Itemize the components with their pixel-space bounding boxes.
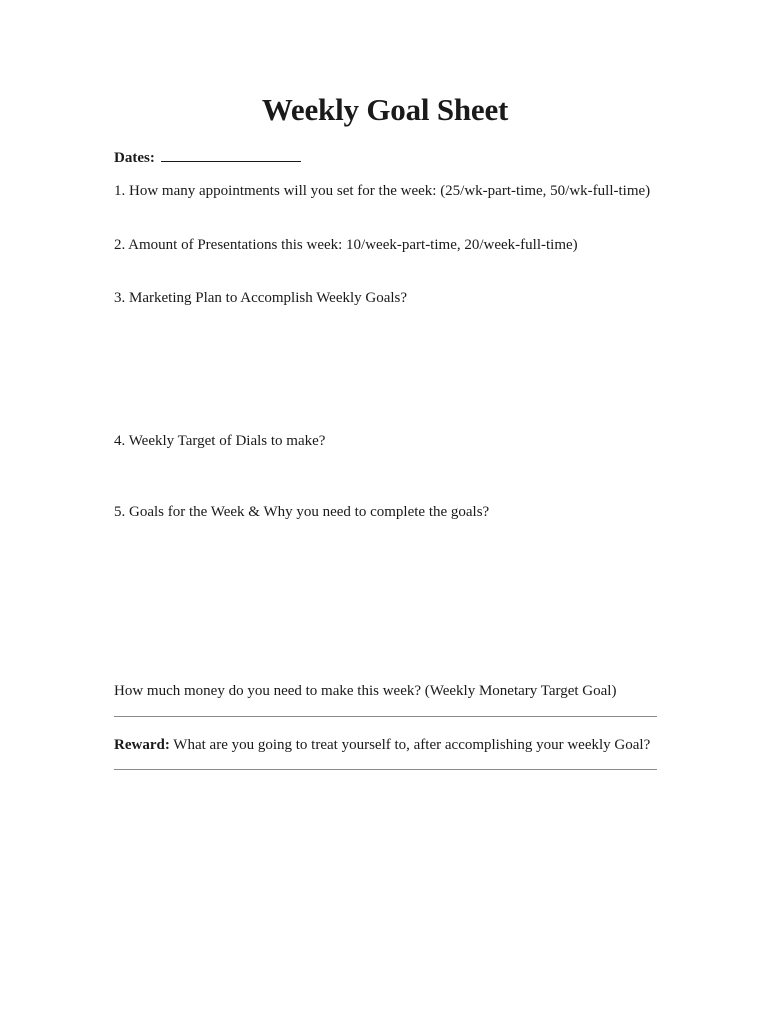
dates-label: Dates:: [114, 150, 155, 166]
question-appointments: 1. How many appointments will you set for the week: (25/wk-part-time, 50/wk-full-time): [114, 183, 651, 199]
page-title: Weekly Goal Sheet: [261, 92, 509, 127]
question-dials: 4. Weekly Target of Dials to make?: [114, 433, 326, 449]
money-answer-line[interactable]: [114, 716, 657, 717]
question-weekly-goals: 5. Goals for the Week & Why you need to complete the goals?: [114, 504, 490, 520]
reward-text: What are you going to treat yourself to, after accomplishing your weekly Goal?: [169, 737, 651, 753]
question-money: How much money do you need to make this week? (Weekly Monetary Target Goal): [114, 683, 617, 699]
reward-answer-line[interactable]: [114, 769, 657, 770]
reward-label: Reward:: [114, 737, 170, 753]
dates-field: [114, 147, 301, 167]
question-presentations: 2. Amount of Presentations this week: 10/week-part-time, 20/week-full-time): [114, 237, 578, 253]
dates-blank-line[interactable]: [161, 147, 301, 162]
question-marketing-plan: 3. Marketing Plan to Accomplish Weekly Goals?: [114, 290, 408, 306]
question-reward: [114, 737, 650, 754]
